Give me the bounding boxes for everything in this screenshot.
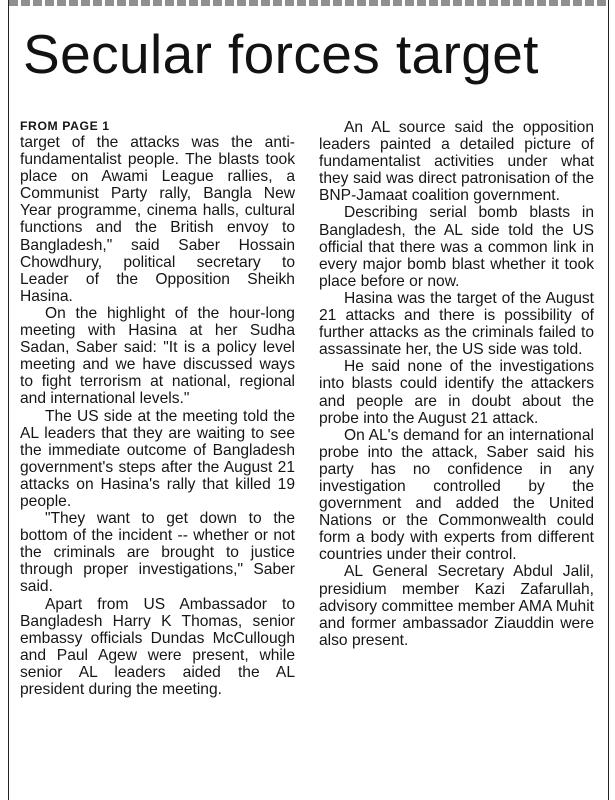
- paragraph: An AL source said the opposition leaders painted a detailed picture of fundamentalist activities under what they said was direct patronisation of the BNP-Jamaat coalition government.: [319, 119, 594, 205]
- newspaper-clipping: [8, 0, 609, 800]
- paragraph: Describing serial bomb blasts in Bangladesh, the AL side told the US official that there was a common link in every major bomb blast whether it took place before or now.: [319, 204, 594, 290]
- paragraph: On AL's demand for an international probe into the attack, Saber said his party has no confidence in any investigation controlled by the government and added the United Nations or the Commonwealth could form a body with experts from different countries under their control.: [319, 426, 594, 564]
- paragraph: AL General Secretary Abdul Jalil, presidium member Kazi Zafarullah, advisory committee member AMA Muhit and former ambassador Ziauddin were also present.: [319, 563, 594, 649]
- paragraph: On the highlight of the hour-long meeting with Hasina at her Sudha Sadan, Saber said: "It is a policy level meeting and we have discussed ways to fight terrorism at national, regional and international levels.": [20, 304, 295, 408]
- headline: Secular forces target: [23, 23, 539, 85]
- dateline: FROM PAGE 1: [20, 119, 110, 133]
- paragraph: The US side at the meeting told the AL leaders that they are waiting to see the immediate outcome of Bangladesh government's steps after the August 21 attacks on Hasina's rally that killed 19 people.: [20, 407, 295, 510]
- paragraph: target of the attacks was the anti-fundamentalist people. The blasts took place on Awami League rallies, a Communist Party rally, Bangla New Year programme, cinema halls, cultural functions and the British envoy to Bangladesh," said Saber Hossain Chowdhury, political secretary to Leader of the Opposition Sheikh Hasina.: [20, 134, 295, 305]
- paragraph: Apart from US Ambassador to Bangladesh Harry K Thomas, senior embassy officials Dundas McCullough and Paul Agew were present, while senior AL leaders aided the AL president during the meeting.: [20, 595, 295, 698]
- paragraph: Hasina was the target of the August 21 attacks and there is possibility of further attacks as the criminals failed to assassinate her, the US side was told.: [319, 289, 594, 359]
- article-column-right: [319, 119, 594, 649]
- paragraph: "They want to get down to the bottom of the incident -- whether or not the criminals are brought to justice through proper investigations," Saber said.: [20, 510, 295, 596]
- article-column-left: [20, 119, 295, 698]
- paragraph: He said none of the investigations into blasts could identify the attackers and people are in doubt about the probe into the August 21 attack.: [319, 358, 594, 427]
- cut-text-strip: [9, 0, 608, 6]
